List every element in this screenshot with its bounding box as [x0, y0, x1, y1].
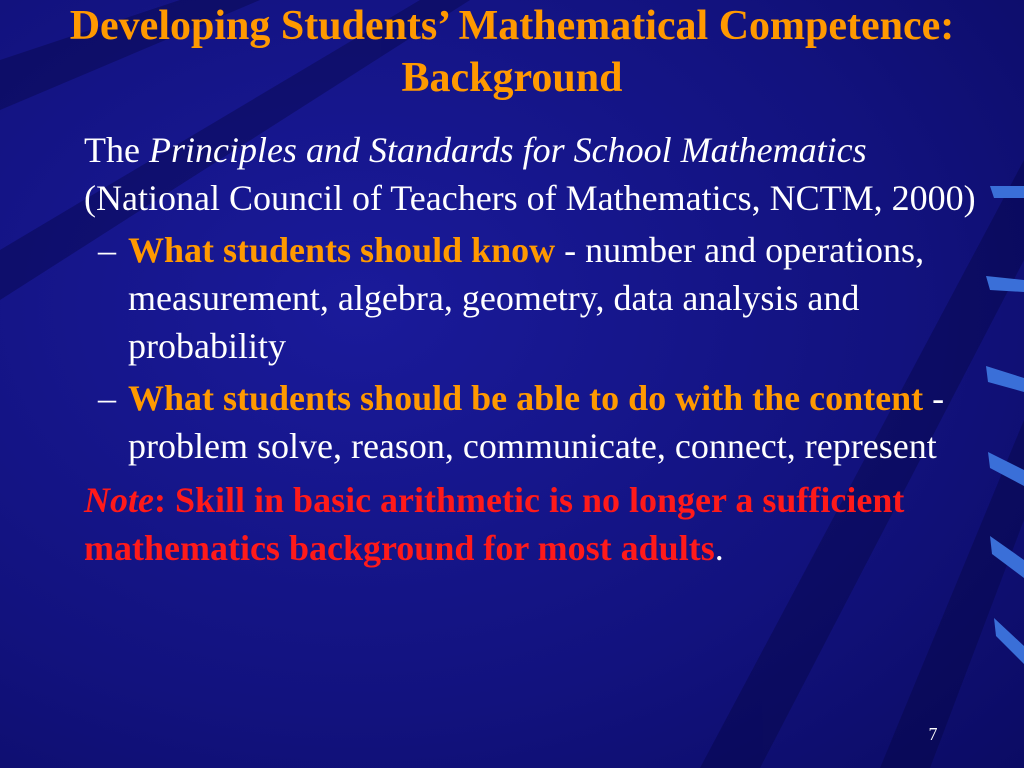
bullet-text: - number and operations, measurement, algebra, geometry, data analysis and probability: [128, 230, 925, 366]
decor-stripe: [994, 618, 1024, 664]
note-end: .: [714, 528, 724, 568]
note-label: Note: [84, 480, 154, 520]
bullet-item: [84, 226, 994, 370]
decor-stripe: [990, 186, 1024, 198]
decor-stripe: [990, 536, 1024, 578]
note-text: : Skill in basic arithmetic is no longer a sufficient mathematics background for most adults: [84, 480, 905, 568]
bullet-heading: What students should know: [128, 230, 556, 270]
publication-title: Principles and Standards for School Mathematics: [148, 130, 867, 170]
intro-prefix: The: [84, 130, 149, 170]
slide-body: [84, 126, 994, 572]
bullet-dash: –: [98, 230, 116, 270]
note-paragraph: [84, 476, 994, 572]
bullet-dash: –: [98, 378, 116, 418]
intro-paragraph: [84, 126, 994, 222]
bullet-text: - problem solve, reason, communicate, connect, represent: [128, 378, 945, 466]
slide-title: Developing Students’ Mathematical Competence: Background: [69, 3, 955, 101]
bullet-heading: What students should be able to do with the content: [128, 378, 924, 418]
page-number: 7: [928, 724, 938, 744]
intro-citation: (National Council of Teachers of Mathematics, NCTM, 2000): [84, 178, 976, 218]
bullet-item: [84, 374, 994, 470]
